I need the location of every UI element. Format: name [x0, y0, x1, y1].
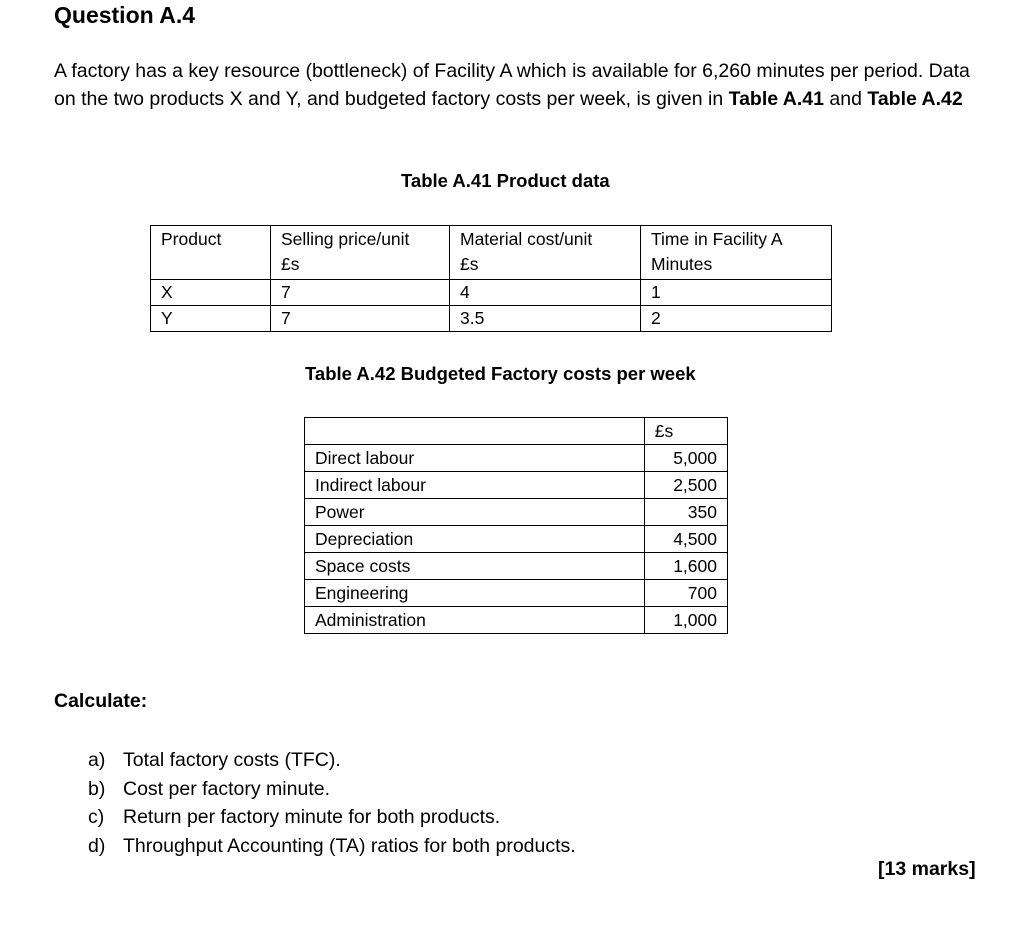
cost-label: Indirect labour — [305, 472, 645, 499]
table-a41-caption: Table A.41 Product data — [401, 170, 610, 191]
header-product: Product — [151, 226, 271, 280]
factory-costs-table — [304, 417, 728, 634]
list-item-text: Return per factory minute for both products. — [123, 806, 501, 828]
calculate-heading: Calculate: — [54, 690, 148, 712]
list-marker: d) — [88, 834, 106, 857]
marks-label: [13 marks] — [878, 858, 976, 880]
table-header-row — [151, 226, 832, 280]
paragraph-conjunction: and — [824, 88, 868, 110]
cost-value: 700 — [644, 580, 727, 607]
table-reference-a42: Table A.42 — [867, 88, 963, 110]
list-item-text: Total factory costs (TFC). — [123, 749, 341, 771]
currency-header: £s — [644, 418, 727, 445]
cost-value: 2,500 — [644, 472, 727, 499]
paragraph-text: A factory has a key resource (bottleneck) of Facility A which is available for 6,260 minutes per period. Data on the two products X and Y, and budgeted factory costs per week, is given in — [54, 60, 970, 110]
table-cell: 4 — [450, 280, 641, 306]
list-item — [88, 775, 576, 804]
cost-label: Power — [305, 499, 645, 526]
calculate-list — [88, 746, 576, 860]
list-item — [88, 832, 576, 861]
cost-value: 5,000 — [644, 445, 727, 472]
table-cell: 2 — [641, 306, 832, 332]
list-marker: a) — [88, 749, 106, 771]
table-row — [305, 580, 728, 607]
table-cell — [305, 418, 645, 445]
header-time-facility-a: Time in Facility A Minutes — [641, 226, 832, 280]
table-cell: 7 — [271, 306, 450, 332]
list-item-text: Throughput Accounting (TA) ratios for both products. — [123, 834, 576, 857]
table-cell: Y — [151, 306, 271, 332]
list-marker: b) — [88, 777, 106, 800]
cost-value: 350 — [644, 499, 727, 526]
cost-label: Engineering — [305, 580, 645, 607]
table-row — [305, 445, 728, 472]
table-cell: 1 — [641, 280, 832, 306]
table-cell: 3.5 — [450, 306, 641, 332]
cost-value: 4,500 — [644, 526, 727, 553]
cost-value: 1,000 — [644, 607, 727, 634]
table-reference-a41: Table A.41 — [728, 88, 824, 110]
list-marker: c) — [88, 806, 105, 828]
table-row — [305, 553, 728, 580]
table-row — [305, 499, 728, 526]
table-cell: X — [151, 280, 271, 306]
header-selling-price: Selling price/unit £s — [271, 226, 450, 280]
question-paragraph — [54, 57, 994, 113]
table-row — [305, 607, 728, 634]
header-material-cost: Material cost/unit £s — [450, 226, 641, 280]
table-row — [151, 280, 832, 306]
product-data-table — [150, 225, 832, 332]
table-row — [305, 472, 728, 499]
list-item — [88, 746, 576, 775]
list-item — [88, 803, 576, 832]
list-item-text: Cost per factory minute. — [123, 777, 330, 800]
cost-label: Depreciation — [305, 526, 645, 553]
table-cell: 7 — [271, 280, 450, 306]
question-title: Question A.4 — [54, 2, 195, 28]
cost-label: Direct labour — [305, 445, 645, 472]
table-row — [151, 306, 832, 332]
table-header-row — [305, 418, 728, 445]
cost-label: Space costs — [305, 553, 645, 580]
table-row — [305, 526, 728, 553]
table-a42-caption: Table A.42 Budgeted Factory costs per week — [305, 363, 696, 384]
cost-value: 1,600 — [644, 553, 727, 580]
cost-label: Administration — [305, 607, 645, 634]
